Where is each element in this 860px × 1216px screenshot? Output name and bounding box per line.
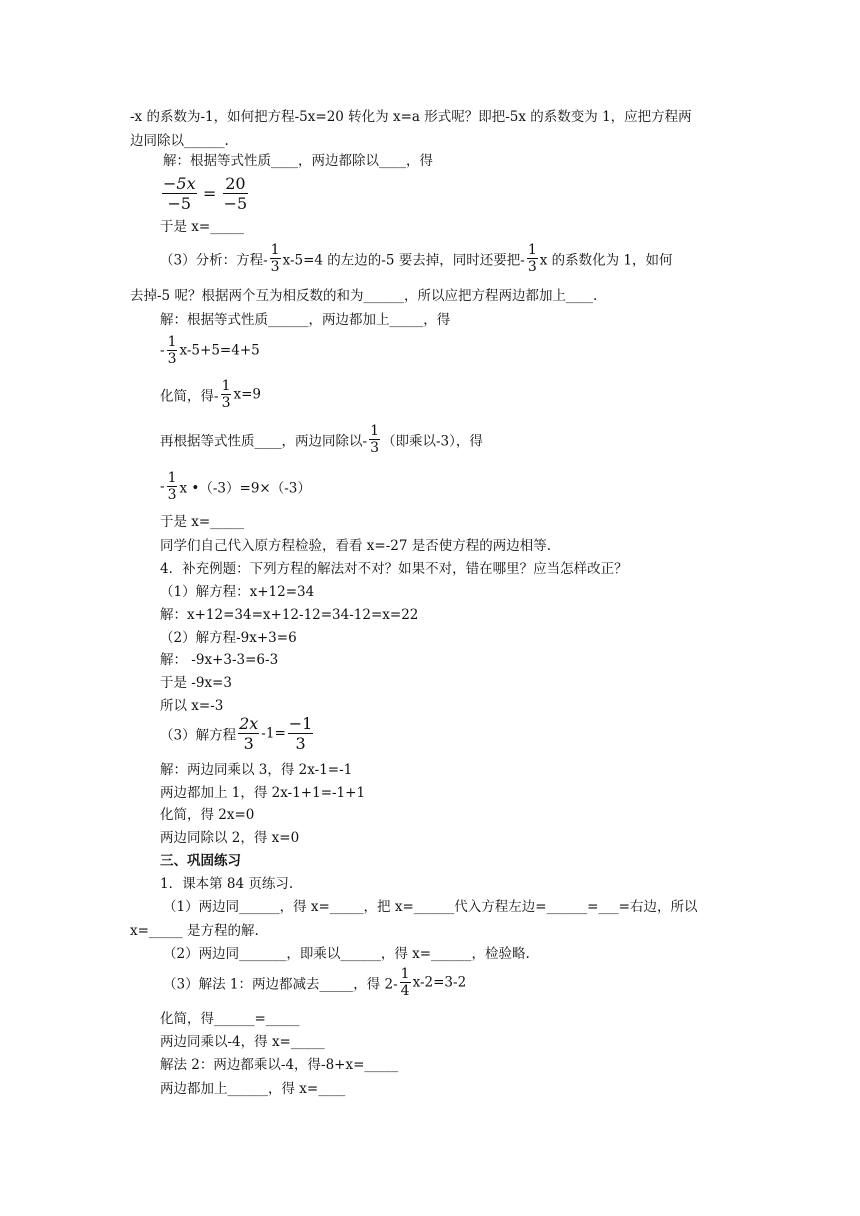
text: （即乘以-3），得 [381, 433, 483, 450]
fraction [162, 174, 197, 213]
equals-sign: = [202, 184, 217, 203]
text: x •（-3）=9×（-3） [179, 480, 311, 497]
numerator: 1 [167, 334, 177, 350]
denominator: 3 [295, 734, 306, 753]
text-line: 于是 x=_____ [160, 219, 244, 235]
numerator: −1 [288, 714, 313, 733]
text: x 的系数化为 1，如何 [539, 252, 673, 269]
fraction [270, 242, 281, 275]
text: x-2=3-2 [412, 974, 467, 991]
fraction [400, 966, 411, 999]
solution-line: 解：x+12=34=x+12-12=34-12=x=22 [160, 607, 419, 623]
fraction [527, 242, 538, 275]
text: - [160, 478, 165, 495]
text-line: 同学们自己代入原方程检验，看看 x=-27 是否使方程的两边相等. [160, 538, 552, 554]
exercise-line: x=_____ 是方程的解. [130, 923, 259, 939]
denominator: 3 [270, 259, 280, 275]
numerator: 1 [370, 423, 379, 439]
solution-line: 解：两边同乘以 3，得 2x-1=-1 [160, 762, 353, 778]
equation [160, 378, 261, 411]
exercise-line: 两边都加上______，得 x=____ [160, 1081, 346, 1097]
exercise-line [163, 966, 466, 999]
numerator: −5x [163, 174, 196, 193]
solution-line: 解： -9x+3-3=6-3 [160, 652, 279, 668]
exercise-line: （1）两边同______，得 x=_____，把 x=______代入方程左边=______=___=右边，所以 [163, 899, 698, 915]
problem-line [160, 714, 315, 753]
denominator: 3 [221, 395, 231, 411]
text: （3）分析：方程- [160, 252, 268, 269]
fraction [238, 714, 259, 753]
solution-line: 两边同除以 2，得 x=0 [160, 830, 300, 846]
numerator: 1 [167, 470, 177, 486]
exercise-line: 两边同乘以-4，得 x=_____ [160, 1034, 325, 1050]
solution-line: 解：根据等式性质____，两边都除以____，得 [163, 153, 433, 169]
text: 化简，得- [160, 388, 219, 405]
text-line [160, 242, 673, 275]
solution-line: 化简，得 2x=0 [160, 807, 255, 823]
text: x-5=4 的左边的-5 要去掉，同时还要把- [282, 252, 525, 269]
denominator: 3 [243, 734, 254, 753]
text: x-5+5=4+5 [179, 342, 260, 359]
solution-line: 于是 -9x=3 [160, 675, 232, 691]
text-line: 去掉-5 呢？根据两个互为相反数的和为______，所以应把方程两边都加上____. [130, 288, 598, 304]
problem-line: （2）解方程-9x+3=6 [160, 630, 297, 646]
text: - [160, 342, 165, 359]
text-line: 边同除以______. [130, 133, 229, 149]
denominator: 3 [167, 487, 177, 503]
numerator: 1 [527, 242, 537, 258]
numerator: 1 [270, 242, 280, 258]
text: 再根据等式性质____，两边同除以- [160, 433, 368, 450]
problem-line: （1）解方程：x+12=34 [160, 584, 315, 600]
solution-line: 所以 x=-3 [160, 698, 224, 714]
solution-line: 两边都加上 1，得 2x-1+1=-1+1 [160, 785, 366, 801]
equation [160, 334, 260, 367]
text: x=9 [233, 386, 261, 403]
denominator: 3 [167, 351, 177, 367]
exercise-line: 1．课本第 84 页练习. [160, 876, 294, 892]
exercise-line: （2）两边同_______，即乘以______，得 x=______，检验略. [163, 946, 530, 962]
exercise-line: 解法 2：两边都乘以-4，得-8+x=_____ [160, 1057, 399, 1073]
text-line: 于是 x=_____ [160, 514, 244, 530]
fraction [167, 470, 178, 503]
equation [160, 174, 250, 213]
numerator: 2x [239, 714, 259, 733]
numerator: 20 [223, 174, 249, 194]
denominator: 3 [527, 259, 537, 275]
text: （3）解法 1：两边都减去_____，得 2- [163, 976, 398, 993]
text-line: -x 的系数为-1，如何把方程-5x=20 转化为 x=a 形式呢？即把-5x 的系数变为 1，应把方程两 [130, 109, 692, 125]
exercise-line: 化简，得______=_____ [160, 1011, 300, 1027]
equation [160, 423, 483, 456]
equation [160, 470, 311, 503]
fraction [167, 334, 178, 367]
denominator: 4 [400, 983, 410, 999]
denominator: −5 [223, 194, 248, 213]
solution-line: 解：根据等式性质______，两边都加上_____，得 [160, 312, 451, 328]
text: -1= [261, 725, 286, 742]
denominator: −5 [167, 194, 192, 213]
denominator: 3 [370, 440, 379, 456]
fraction [223, 174, 249, 213]
fraction [288, 714, 314, 753]
section-title: 三、巩固练习 [160, 853, 241, 869]
text: （3）解方程 [160, 727, 237, 744]
section-heading: 4．补充例题：下列方程的解法对不对？如果不对，错在哪里？应当怎样改正？ [160, 561, 628, 577]
numerator: 1 [221, 378, 231, 394]
fraction [221, 378, 232, 411]
numerator: 1 [400, 966, 410, 982]
fraction [369, 423, 380, 456]
